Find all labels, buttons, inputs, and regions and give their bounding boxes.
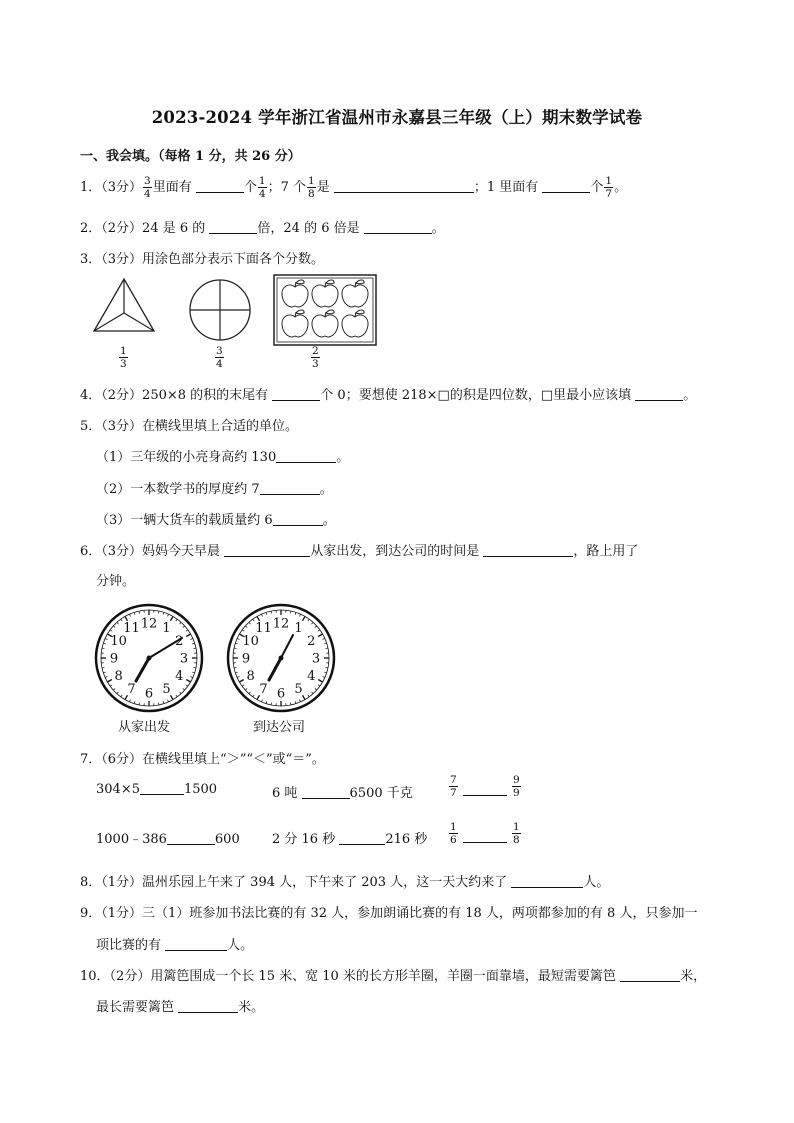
question-9: 9．（1分）三（1）班参加书法比赛的有 32 人，参加朗诵比赛的有 18 人，两项都参加的有 8 人，只参加一 [80,906,698,921]
question-1: 1．（3分） $\frac{3}{4}$ 里面有 个 $\frac{1}{4}$ ；7 个 $\frac{1}{8}$ 是 ；1 里面有 个 $\frac{1}{7}$ 。 [80,175,628,200]
apple-icon [282,280,308,307]
answer-blank[interactable] [364,221,432,234]
clock-numeral: 2 [307,634,316,649]
question-8: 8．（1分）温州乐园上午来了 394 人，下午来了 203 人，这一天大约来了 人。 [80,875,610,890]
question-5-1: （1）三年级的小亮身高约 130 。 [96,450,350,465]
answer-blank[interactable] [273,513,323,526]
section-heading: 一、我会填。（每格 1 分，共 26 分） [80,149,301,164]
question-6: 6．（3分）妈妈今天早晨 从家出发，到达公司的时间是 ，路上用了 [80,544,639,559]
circle-figure [188,278,252,342]
fraction: $\frac{1}{7}$ [605,175,613,200]
clock-numeral: 6 [144,686,154,702]
clock1-caption: 从家出发 [118,720,171,735]
clock-numeral: 4 [307,669,316,684]
answer-blank[interactable] [165,938,227,951]
question-10-cont: 最长需要篱笆 米。 [96,1000,265,1015]
apple-icon [342,280,368,307]
question-6-cont: 分钟。 [96,574,136,589]
question-9-cont: 项比赛的有 人。 [96,938,254,953]
answer-blank[interactable] [272,388,320,401]
answer-blank[interactable] [334,180,474,193]
fraction-label-1: $\frac{1}{3}$ [120,345,127,370]
answer-blank[interactable] [276,450,336,463]
clock-numeral: 2 [175,634,184,649]
clock-departure [94,603,204,713]
triangle-figure [92,277,156,333]
apple-icon [312,310,338,337]
clock-numeral: 4 [175,669,184,684]
compare-a: 304×5 1500 [96,782,218,797]
answer-blank[interactable] [302,786,350,799]
apple-icon [342,310,368,337]
question-2: 2．（2分）24 是 6 的 倍，24 的 6 倍是 。 [80,221,445,236]
answer-blank[interactable] [463,783,507,796]
answer-blank[interactable] [178,1000,238,1013]
answer-blank[interactable] [167,832,215,845]
clock-numeral: 1 [162,621,171,637]
answer-blank[interactable] [260,482,320,495]
clock-numeral: 1 [294,621,303,637]
clock-numeral: 7 [259,681,268,697]
clock-numeral: 5 [162,681,171,697]
apple-icon [312,280,338,307]
fraction: $\frac{1}{8}$ [308,175,315,200]
apples-figure [273,274,377,346]
fraction: $\frac{3}{4}$ [144,175,151,200]
question-5: 5．（3分）在横线里填上合适的单位。 [80,419,299,434]
fraction-label-3: $\frac{2}{3}$ [312,345,319,370]
clock-numeral: 6 [276,686,286,702]
apple-icon [282,310,308,337]
question-7: 7．（6分）在横线里填上“＞”“＜”或“＝”。 [80,752,325,767]
answer-blank[interactable] [209,221,257,234]
question-10: 10．（2分）用篱笆围成一个长 15 米、宽 10 米的长方形羊圈，羊圈一面靠墙，最短需要篱笆 米， [80,969,707,984]
q1-prefix: 1．（3分） [80,180,143,195]
clock-numeral: 10 [110,634,127,649]
clock-numeral: 12 [140,616,158,632]
question-5-2: （2）一本数学书的厚度约 7 。 [96,482,333,497]
answer-blank[interactable] [339,832,385,845]
fraction-label-2: $\frac{3}{4}$ [216,345,223,370]
question-4: 4．（2分）250×8 的积的末尾有 个 0；要想使 218×□的积是四位数，□里最小应该填 。 [80,388,697,403]
clock-numeral: 10 [242,634,259,649]
compare-g: $\frac{1}{6}$ $\frac{1}{8}$ [450,821,520,846]
compare-d: 1000﹣386 600 [96,832,240,847]
clock-arrival [226,603,336,713]
question-5-3: （3）一辆大货车的载质量约 6 。 [96,513,336,528]
clock-numeral: 8 [114,669,123,684]
answer-blank[interactable] [224,544,310,557]
compare-e: 2 分 16 秒 216 秒 [272,832,428,847]
answer-blank[interactable] [511,875,583,888]
clock-numeral: 12 [272,616,290,632]
compare-b: 6 吨 6500 千克 [272,786,413,801]
clock-numeral: 9 [109,651,119,667]
clock-numeral: 9 [241,651,251,667]
answer-blank[interactable] [140,782,184,795]
clock-numeral: 3 [179,651,189,667]
clock2-caption: 到达公司 [253,720,306,735]
clock-numeral: 7 [127,681,136,697]
clock-numeral: 3 [311,651,321,667]
answer-blank[interactable] [463,830,507,843]
compare-c: $\frac{7}{7}$ $\frac{9}{9}$ [450,774,520,799]
fraction: $\frac{1}{4}$ [258,175,266,200]
page-title: 2023-2024 学年浙江省温州市永嘉县三年级（上）期末数学试卷 [151,108,643,127]
clock-numeral: 11 [255,621,272,637]
clock-numeral: 8 [246,669,255,684]
clock-numeral: 11 [123,621,140,637]
question-3: 3．（3分）用涂色部分表示下面各个分数。 [80,252,325,267]
answer-blank[interactable] [635,388,683,401]
answer-blank[interactable] [196,180,244,193]
answer-blank[interactable] [542,180,590,193]
answer-blank[interactable] [483,544,573,557]
clock-numeral: 5 [294,681,303,697]
answer-blank[interactable] [620,969,680,982]
